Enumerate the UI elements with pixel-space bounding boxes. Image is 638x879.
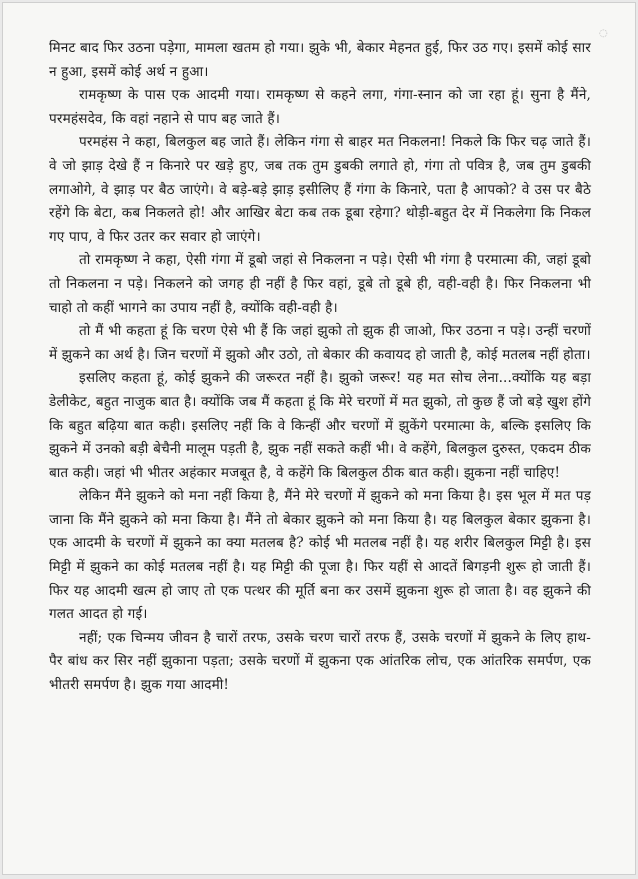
- paragraph-5: तो मैं भी कहता हूं कि चरण ऐसे भी हैं कि जहां झुको तो झुक ही जाओ, फिर उठना न पड़े। उन्हीं चरणों में झुकने का अर्थ है। जिन चरणों में झुको और उठो, तो बेकार की कवायद हो जाती है, कोई मतलब नहीं होता।: [49, 323, 591, 363]
- page-body: [49, 37, 591, 698]
- paragraph-2: रामकृष्ण के पास एक आदमी गया। रामकृष्ण से कहने लगा, गंगा-स्नान को जा रहा हूं। सुना है मैंने, परमहंसदेव, कि वहां नहाने से पाप बह जाते हैं।: [49, 87, 591, 127]
- scanned-page: [2, 2, 636, 875]
- paragraph-1: मिनट बाद फिर उठना पड़ेगा, मामला खतम हो गया। झुके भी, बेकार मेहनत हुई, फिर उठ गए। इसमें कोई सार न हुआ, इसमें कोई अर्थ न हुआ।: [49, 40, 591, 80]
- paragraph-3: परमहंस ने कहा, बिलकुल बह जाते हैं। लेकिन गंगा से बाहर मत निकलना! निकले कि फिर चढ़ जाते हैं। वे जो झाड़ देखे हैं न किनारे पर खड़े हुए, जब तक तुम डुबकी लगाते हो, गंगा तो पवित्र है, जब तुम डुबकी लगाओगे, वे झाड़ पर बैठ जाएंगे। वे बड़े-बड़े झाड़ इसीलिए हैं गंगा के किनारे, पता है आपको? वे उस पर बैठे रहेंगे कि बेटा, कब निकलते हो! और आखिर बेटा कब तक डूबा रहेगा? थोड़ी-बहुत देर में निकलेगा कि निकल गए पाप, वे फिर उतर कर सवार हो जाएंगे।: [49, 134, 591, 245]
- paragraph-6: इसलिए कहता हूं, कोई झुकने की जरूरत नहीं है। झुको जरूर! यह मत सोच लेना...क्योंकि यह बड़ा डेलीकेट, बहुत नाजुक बात है। क्योंकि जब मैं कहता हूं कि मेरे चरणों में मत झुको, तो कुछ हैं जो बड़े खुश होंगे कि बहुत बढ़िया बात कही। इसलिए नहीं कि वे किन्हीं और चरणों में झुकेंगे परमात्मा के, बल्कि इसलिए कि झुकने में उनको बड़ी बेचैनी मालूम पड़ती है, झुक नहीं सकते कहीं भी। वे कहेंगे, बिलकुल दुरुस्त, एकदम ठीक बात कही। जहां भी भीतर अहंकार मजबूत है, वे कहेंगे कि बिलकुल ठीक बात कही। झुकना नहीं चाहिए!: [49, 370, 591, 481]
- paragraph-7: लेकिन मैंने झुकने को मना नहीं किया है, मैंने मेरे चरणों में झुकने को मना किया है। इस भूल में मत पड़ जाना कि मैंने झुकने को मना किया है। मैंने तो बेकार झुकने को मना किया है। यह बिलकुल बेकार झुकना है। एक आदमी के चरणों में झुकने का क्या मतलब है? कोई भी मतलब नहीं है। यह शरीर बिलकुल मिट्टी है। इस मिट्टी में झुकने का कोई मतलब नहीं है। यह मिट्टी की पूजा है। फिर यहीं से आदतें बिगड़नी शुरू हो जाती हैं। फिर यह आदमी खत्म हो जाए तो एक पत्थर की मूर्ति बना कर उसमें झुकना शुरू हो जाता है। वह झुकने की गलत आदत हो गई।: [49, 488, 591, 623]
- scan-speck-icon: ◌: [599, 28, 608, 39]
- paragraph-8: नहीं; एक चिन्मय जीवन है चारों तरफ, उसके चरण चारों तरफ हैं, उसके चरणों में झुकने के लिए हाथ-पैर बांध कर सिर नहीं झुकाना पड़ता; उसके चरणों में झुकना एक आंतरिक लोच, एक आंतरिक समर्पण, एक भीतरी समर्पण है। झुक गया आदमी!: [49, 629, 591, 694]
- paragraph-4: तो रामकृष्ण ने कहा, ऐसी गंगा में डूबो जहां से निकलना न पड़े। ऐसी भी गंगा है परमात्मा की, जहां डूबो तो निकलना न पड़े। निकलने को जगह ही नहीं है फिर वहां, डूबे तो डूबे ही, वही-वही है। फिर निकलना भी चाहो तो कहीं भागने का उपाय नहीं है, क्योंकि वही-वही है।: [49, 252, 591, 316]
